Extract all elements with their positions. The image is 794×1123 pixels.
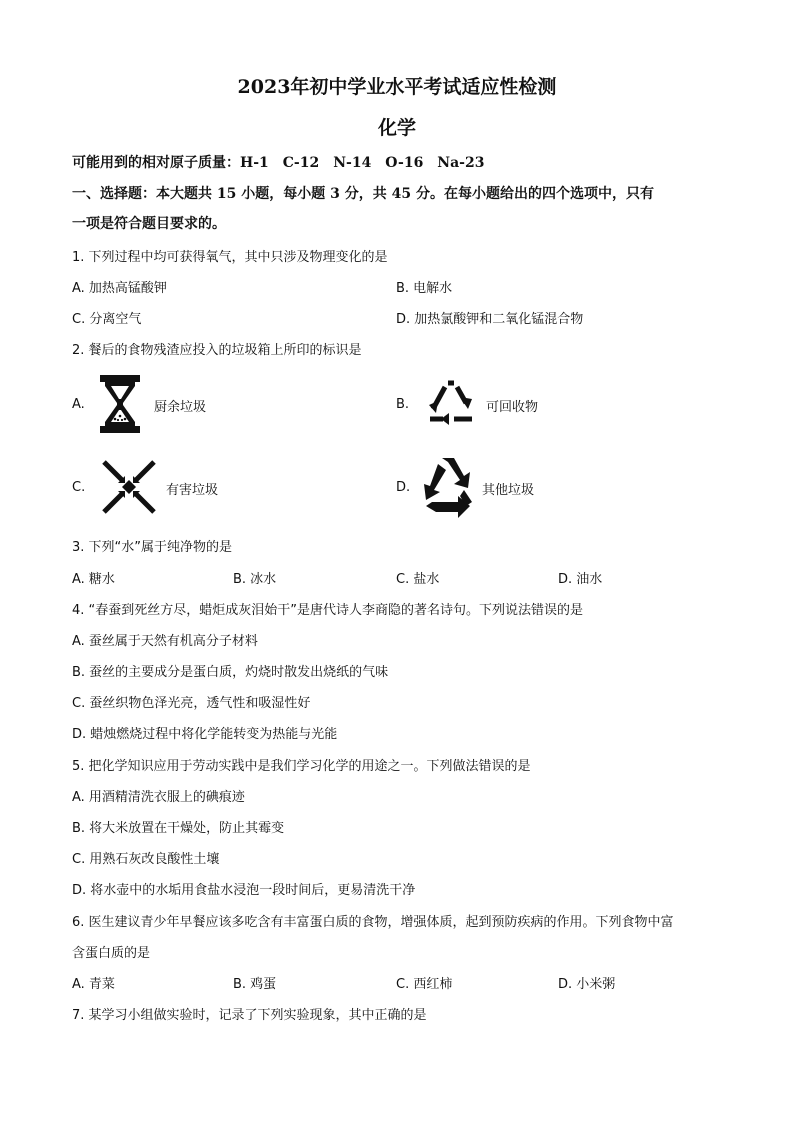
q5-stem: 5. 把化学知识应用于劳动实践中是我们学习化学的用途之一。下列做法错误的是 — [72, 759, 531, 774]
q1-option-c: C. 分离空气 — [72, 312, 142, 327]
q3-option-b: B. 冰水 — [233, 572, 277, 587]
page-title: 2023年初中学业水平考试适应性检测 — [237, 76, 557, 98]
q1-option-b: B. 电解水 — [396, 281, 453, 296]
kitchen-waste-icon — [96, 374, 144, 434]
q5-option-d: D. 将水壶中的水垢用食盐水浸泡一段时间后，更易清洗干净 — [72, 883, 416, 898]
recyclable-icon — [424, 379, 478, 429]
q1-option-d: D. 加热氯酸钾和二氧化锰混合物 — [396, 312, 584, 327]
section-heading-line2: 一项是符合题目要求的。 — [72, 216, 226, 232]
subject-title: 化学 — [377, 117, 416, 139]
q3-stem: 3. 下列“水”属于纯净物的是 — [72, 540, 233, 555]
q4-option-c: C. 蚕丝织物色泽光亮，透气性和吸湿性好 — [72, 696, 311, 711]
q4-option-a: A. 蚕丝属于天然有机高分子材料 — [72, 634, 258, 649]
q2-option-d-label: 其他垃圾 — [482, 483, 535, 498]
q5-option-b: B. 将大米放置在干燥处，防止其霉变 — [72, 821, 285, 836]
other-waste-icon — [420, 456, 476, 518]
q2-option-d-letter: D. — [396, 480, 411, 495]
q6-option-d: D. 小米粥 — [558, 977, 616, 992]
q6-option-a: A. 青菜 — [72, 977, 115, 992]
q4-option-b: B. 蚕丝的主要成分是蛋白质，灼烧时散发出烧纸的气味 — [72, 665, 389, 680]
q3-option-a: A. 糖水 — [72, 572, 115, 587]
atomic-masses: 可能用到的相对原子质量：H-1 C-12 N-14 O-16 Na-23 — [72, 155, 485, 171]
q4-stem: 4. “春蚕到死丝方尽，蜡炬成灰泪始干”是唐代诗人李商隐的著名诗句。下列说法错误的是 — [72, 603, 584, 618]
q2-option-b-letter: B. — [396, 397, 410, 412]
q2-option-c-label: 有害垃圾 — [166, 483, 219, 498]
q2-option-a-label: 厨余垃圾 — [154, 400, 207, 415]
q1-stem: 1. 下列过程中均可获得氧气，其中只涉及物理变化的是 — [72, 250, 388, 265]
q6-option-b: B. 鸡蛋 — [233, 977, 277, 992]
q2-option-c-letter: C. — [72, 480, 86, 495]
q5-option-c: C. 用熟石灰改良酸性土壤 — [72, 852, 220, 867]
section-heading-line1: 一、选择题：本大题共 15 小题，每小题 3 分，共 45 分。在每小题给出的四个选项中，只有 — [72, 186, 654, 202]
q1-option-a: A. 加热高锰酸钾 — [72, 281, 167, 296]
q6-option-c: C. 西红柿 — [396, 977, 453, 992]
q3-option-d: D. 油水 — [558, 572, 603, 587]
q2-stem: 2. 餐后的食物残渣应投入的垃圾箱上所印的标识是 — [72, 343, 362, 358]
hazardous-waste-icon — [100, 458, 158, 516]
q6-stem-line2: 含蛋白质的是 — [72, 946, 151, 961]
q6-stem-line1: 6. 医生建议青少年早餐应该多吃含有丰富蛋白质的食物，增强体质，起到预防疾病的作用。下列食物中富 — [72, 915, 674, 930]
q2-option-a-letter: A. — [72, 397, 85, 412]
q4-option-d: D. 蜡烛燃烧过程中将化学能转变为热能与光能 — [72, 727, 338, 742]
q3-option-c: C. 盐水 — [396, 572, 440, 587]
q7-stem: 7. 某学习小组做实验时，记录了下列实验现象，其中正确的是 — [72, 1008, 427, 1023]
q5-option-a: A. 用酒精清洗衣服上的碘痕迹 — [72, 790, 245, 805]
q2-option-b-label: 可回收物 — [486, 400, 539, 415]
